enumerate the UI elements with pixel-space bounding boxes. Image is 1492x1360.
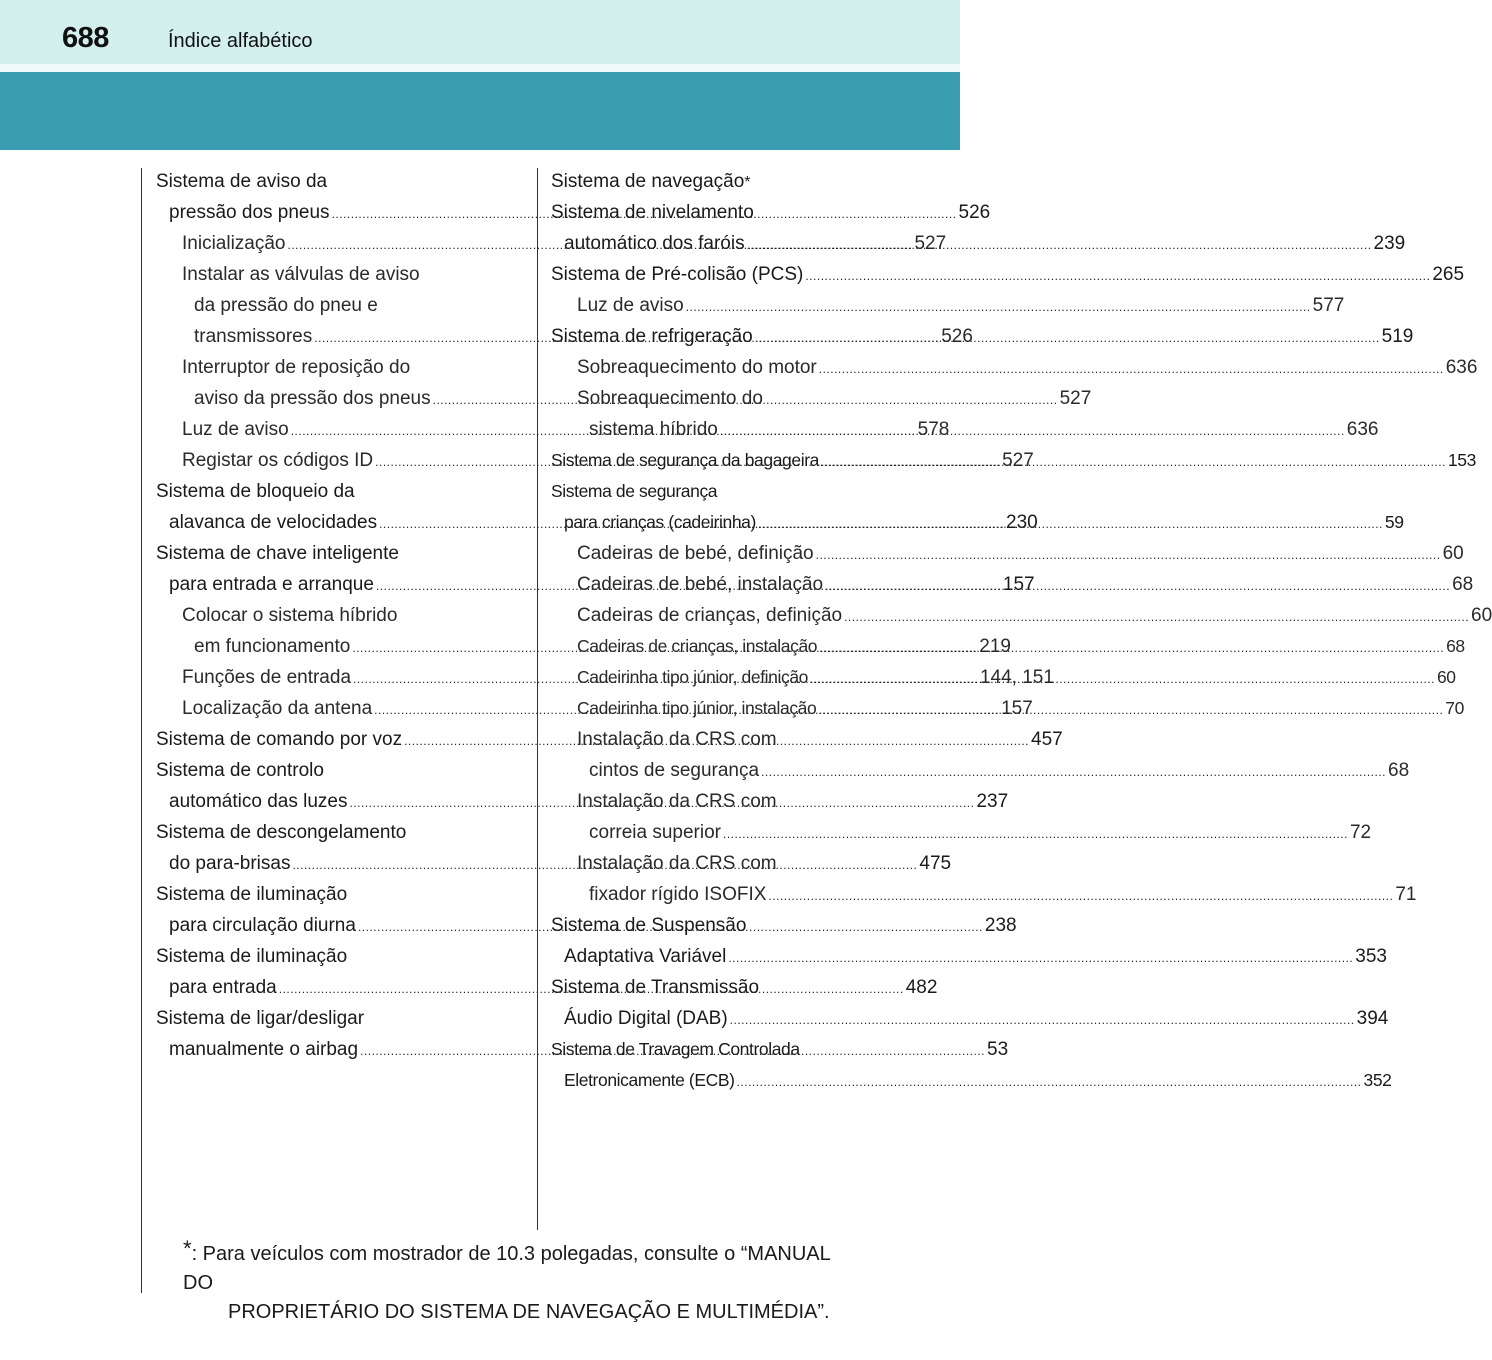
entry-page-number: 60 [1471, 605, 1492, 626]
footnote-line-1: : Para veículos com mostrador de 10.3 polegadas, consulte o “MANUAL DO [183, 1243, 831, 1294]
dot-leader [819, 633, 1444, 664]
entry-label: Sistema de iluminação [156, 946, 348, 967]
entry-page-number: 527 [914, 233, 947, 254]
index-entry [551, 352, 1478, 383]
entry-page-number: 482 [905, 977, 938, 998]
entry-page-number: 526 [941, 326, 973, 347]
entry-page-number: 394 [1356, 1008, 1389, 1029]
dot-leader [755, 323, 1380, 354]
entry-label: para crianças (cadeirinha) [564, 512, 756, 532]
page-number: 688 [62, 22, 109, 54]
entry-label: pressão dos pneus [169, 202, 330, 223]
entry-page-number: 219 [979, 636, 1011, 657]
entry-page-number: 527 [1002, 450, 1034, 471]
index-entry [551, 383, 861, 414]
entry-label: para circulação diurna [169, 915, 356, 936]
entry-label: Sistema de Travagem Controlada [551, 1039, 800, 1059]
entry-page-number: 457 [1031, 729, 1063, 750]
section-banner [0, 72, 960, 150]
entry-page-number: 237 [976, 791, 1009, 812]
entry-label: Sistema de descongelamento [156, 822, 407, 843]
index-entry [551, 1003, 1389, 1034]
entry-label: Cadeirinha tipo júnior, instalação [577, 698, 817, 718]
entry-page-number: 72 [1349, 822, 1372, 843]
index-entry [551, 197, 861, 228]
entry-label: alavanca de velocidades [169, 512, 378, 533]
index-entry [156, 476, 466, 507]
entry-label: Sistema de Suspensão [551, 915, 747, 936]
entry-label: Cadeiras de crianças, definição [577, 605, 843, 626]
entry-page-number: 60 [1436, 667, 1456, 687]
entry-label: Sistema de chave inteligente [156, 543, 399, 564]
index-entry [551, 817, 1372, 848]
dot-leader [821, 447, 1446, 478]
entry-page-number: 59 [1384, 512, 1404, 532]
index-entry [156, 941, 466, 972]
entry-page-number: 68 [1388, 760, 1410, 781]
entry-page-number: 578 [917, 419, 950, 440]
entry-label: Instalação da CRS com [577, 729, 777, 750]
dot-leader [805, 261, 1430, 292]
entry-label: Sistema de navegação [551, 171, 745, 192]
entry-label: Instalação da CRS com [577, 791, 777, 812]
dot-leader [737, 1067, 1362, 1098]
dot-leader [825, 571, 1450, 602]
entry-label: Sistema de segurança da bagageira [551, 450, 819, 470]
entry-label: Sistema de segurança [551, 481, 718, 501]
entry-page-number: 475 [919, 853, 952, 874]
index-entry [551, 600, 1492, 631]
entry-page-number: 71 [1395, 884, 1417, 905]
dot-leader [768, 881, 1393, 912]
entry-label: para entrada e arranque [169, 574, 374, 595]
entry-label: em funcionamento [194, 636, 351, 657]
entry-label: da pressão do pneu e [194, 295, 378, 316]
index-entry [156, 259, 466, 290]
entry-label: Luz de aviso [577, 295, 684, 316]
dot-leader [761, 757, 1386, 788]
entry-label: Funções de entrada [182, 667, 352, 688]
index-entry [551, 1065, 1392, 1096]
entry-label: Sistema de controlo [156, 760, 324, 781]
dot-leader [747, 230, 1372, 261]
entry-page-number: 526 [958, 202, 991, 223]
entry-page-number: 68 [1446, 636, 1465, 656]
index-entry [551, 538, 1464, 569]
entry-label: automático das luzes [169, 791, 348, 812]
dot-leader [728, 943, 1353, 974]
entry-label: correia superior [589, 822, 721, 843]
entry-label: Adaptativa Variável [564, 946, 727, 967]
entry-label: automático dos faróis [564, 233, 745, 254]
entry-page-number: 527 [1059, 388, 1092, 409]
index-entry [156, 600, 466, 631]
entry-label: Sistema de Transmissão [551, 977, 760, 998]
entry-page-number: 70 [1445, 698, 1464, 718]
entry-page-number: 577 [1312, 295, 1345, 316]
entry-page-number: 352 [1363, 1070, 1392, 1090]
entry-label: Sistema de iluminação [156, 884, 348, 905]
entry-label: Colocar o sistema híbrido [182, 605, 398, 626]
entry-label: Sistema de refrigeração [551, 326, 753, 347]
entry-page-number: 636 [1346, 419, 1379, 440]
index-entry [551, 972, 861, 1003]
footnote-star: * [183, 1236, 192, 1261]
entry-page-number: 636 [1445, 357, 1478, 378]
dot-leader [810, 664, 1435, 695]
footnote [183, 1234, 863, 1327]
index-entry [551, 290, 1345, 321]
entry-label: Sistema de bloqueio da [156, 481, 355, 502]
dot-leader [730, 1005, 1355, 1036]
entry-page-number: 153 [1447, 450, 1476, 470]
dot-leader [818, 695, 1443, 726]
dot-leader [819, 354, 1444, 385]
dot-leader [816, 540, 1441, 571]
index-entry [551, 879, 1417, 910]
index-entry [156, 755, 466, 786]
entry-label: Sobreaquecimento do motor [577, 357, 817, 378]
entry-label: transmissores [194, 326, 313, 347]
entry-label: Interruptor de reposição do [182, 357, 411, 378]
index-entry [551, 476, 861, 507]
entry-label: Instalar as válvulas de aviso [182, 264, 420, 285]
entry-label: fixador rígido ISOFIX [589, 884, 767, 905]
entry-label: Cadeirinha tipo júnior, definição [577, 667, 808, 687]
entry-page-number: 265 [1432, 264, 1465, 285]
dot-leader [844, 602, 1469, 633]
dot-leader [723, 819, 1348, 850]
entry-page-number: 157 [1002, 574, 1035, 595]
entry-label: Sistema de comando por voz [156, 729, 403, 750]
entry-page-number: 53 [987, 1039, 1009, 1060]
index-entry [551, 724, 861, 755]
index-entry [156, 817, 466, 848]
index-entry [551, 1034, 861, 1065]
entry-page-number: 60 [1442, 543, 1464, 564]
entry-label: Instalação da CRS com [577, 853, 777, 874]
page-title: Índice alfabético [168, 30, 313, 52]
entry-label: sistema híbrido [589, 419, 718, 440]
entry-page-number: 239 [1373, 233, 1406, 254]
entry-page-number: 353 [1355, 946, 1387, 967]
entry-label: para entrada [169, 977, 277, 998]
dot-leader [758, 509, 1383, 540]
index-entry [551, 848, 861, 879]
entry-page-number: 238 [984, 915, 1017, 936]
entry-label: Eletronicamente (ECB) [564, 1070, 735, 1090]
entry-label: Inicialização [182, 233, 286, 254]
header-divider [0, 64, 960, 72]
index-entry [551, 786, 861, 817]
index-entry [551, 941, 1387, 972]
entry-page-number: 519 [1381, 326, 1414, 347]
dot-leader [686, 292, 1311, 323]
index-entry: Sistema de navegação * [551, 166, 861, 197]
index-entry [551, 910, 861, 941]
left-rule [141, 168, 142, 1293]
index-entry [156, 538, 466, 569]
index-entry [156, 166, 466, 197]
index-entry [156, 1003, 466, 1034]
entry-label: Sobreaquecimento do [577, 388, 763, 409]
entry-label: Sistema de Pré-colisão (PCS) [551, 264, 804, 285]
entry-label: do para-brisas [169, 853, 291, 874]
entry-label: Cadeiras de bebé, definição [577, 543, 814, 564]
entry-label: Localização da antena [182, 698, 373, 719]
entry-page-number: 68 [1452, 574, 1474, 595]
index-entry [156, 290, 466, 321]
entry-label: manualmente o airbag [169, 1039, 359, 1060]
entry-label: Sistema de aviso da [156, 171, 328, 192]
dot-leader [720, 416, 1345, 447]
index-entry [551, 259, 1465, 290]
footnote-line-2: PROPRIETÁRIO DO SISTEMA DE NAVEGAÇÃO E MULTIMÉDIA”. [228, 1301, 830, 1323]
index-entry [156, 352, 466, 383]
header-bar [0, 0, 960, 64]
entry-label: aviso da pressão dos pneus [194, 388, 431, 409]
entry-label: Sistema de ligar/desligar [156, 1008, 365, 1029]
entry-label: Registar os códigos ID [182, 450, 374, 471]
entry-label: Áudio Digital (DAB) [564, 1008, 728, 1029]
index-entry [551, 755, 1410, 786]
entry-page-number: 157 [1001, 698, 1033, 719]
entry-page-number: 144, 151 [979, 667, 1054, 688]
entry-label: Sistema de nivelamento [551, 202, 754, 223]
entry-page-number: 230 [1006, 512, 1038, 533]
entry-label: cintos de segurança [589, 760, 760, 781]
entry-label: Cadeiras de crianças, instalação [577, 636, 818, 656]
entry-label: Cadeiras de bebé, instalação [577, 574, 824, 595]
entry-label: Luz de aviso [182, 419, 289, 440]
index-entry [156, 879, 466, 910]
